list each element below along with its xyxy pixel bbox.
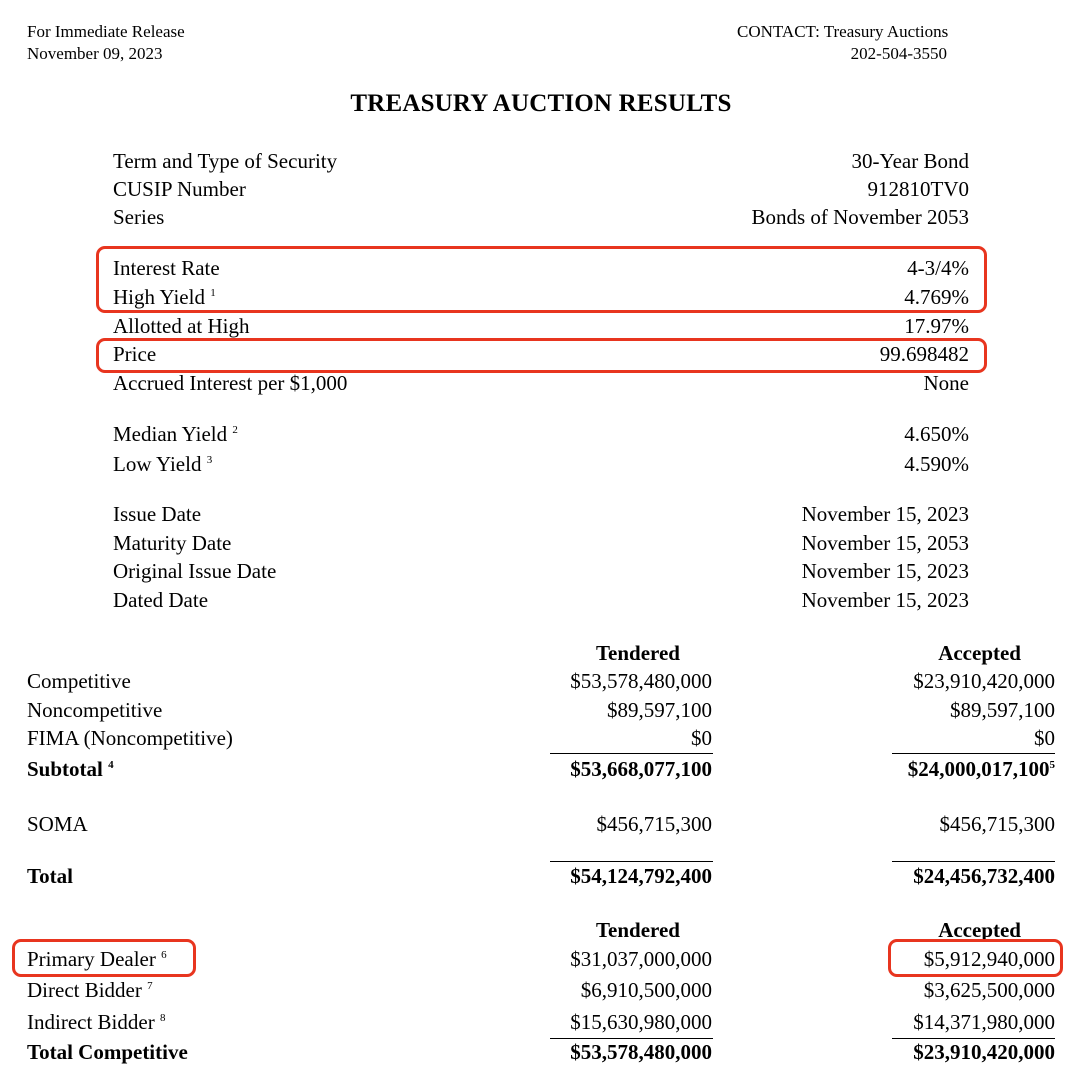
field-label: Low Yield $^3$	[113, 452, 213, 476]
accepted-value: $0	[1034, 726, 1055, 750]
field-value: November 15, 2023	[801, 559, 969, 583]
field-value: 99.698482	[879, 342, 969, 366]
row-label: Primary Dealer $^6$	[27, 947, 167, 971]
row-label: SOMA	[27, 812, 88, 836]
field-label: High Yield $^1$	[113, 285, 216, 309]
field-label: Term and Type of Security	[113, 149, 338, 173]
table1-header	[27, 639, 1055, 668]
tendered-value: $15,630,980,000	[570, 1010, 712, 1034]
row-label: Total	[27, 864, 73, 888]
footnote-marker: 7	[147, 980, 153, 992]
row-label: Subtotal $^4$	[27, 757, 114, 781]
table1-row-competitive	[27, 667, 1055, 696]
field-value: 4.650%	[904, 422, 969, 446]
col-header-accepted: Accepted	[938, 641, 1021, 665]
accepted-value: $5,912,940,000	[923, 947, 1055, 971]
tendered-value: $0	[691, 726, 712, 750]
field-value: 17.97%	[904, 314, 969, 338]
footnote-marker: 3	[206, 454, 213, 466]
table2-row-indirect-bidder	[27, 1008, 1055, 1037]
footnote-marker: 2	[232, 424, 238, 436]
footnote-marker: 5	[1049, 759, 1055, 771]
field-label: Interest Rate	[113, 256, 220, 280]
field-label: Issue Date	[113, 502, 202, 526]
field-value: 4.769%	[904, 285, 969, 309]
highlight-primary-dealer	[12, 939, 196, 977]
security-row-term	[113, 147, 969, 176]
row-label: Indirect Bidder $^8$	[27, 1010, 166, 1034]
field-label: Maturity Date	[113, 531, 232, 555]
field-value: Bonds of November 2053	[751, 205, 969, 229]
field-label: Median Yield $^2$	[113, 422, 238, 446]
row-label: Competitive	[27, 669, 131, 693]
highlight-price	[96, 338, 987, 373]
yield-row-median	[113, 420, 969, 449]
highlight-primary-dealer-accepted	[888, 939, 1063, 977]
accepted-value: $23,910,420,000	[913, 669, 1055, 693]
accepted-value: $456,715,300	[939, 812, 1055, 836]
field-value: November 15, 2023	[801, 588, 969, 612]
field-value: 30-Year Bond	[851, 149, 969, 173]
table2-row-direct-bidder	[27, 976, 1055, 1005]
row-label: FIMA (Noncompetitive)	[27, 726, 233, 750]
table1-row-total	[27, 862, 1055, 891]
date-row-maturity	[113, 529, 969, 558]
field-label: Series	[113, 205, 165, 229]
release-date: November 09, 2023	[27, 44, 163, 63]
tendered-value: $53,578,480,000	[570, 669, 712, 693]
tendered-value: $54,124,792,400	[570, 864, 712, 888]
footnote-marker: 4	[108, 759, 114, 771]
footnote-marker: 1	[210, 287, 216, 299]
accepted-value: $89,597,100	[950, 698, 1055, 722]
field-label: Price	[113, 342, 157, 366]
security-row-series	[113, 203, 969, 232]
field-value: November 15, 2023	[801, 502, 969, 526]
date-row-dated	[113, 586, 969, 615]
field-value: November 15, 2053	[801, 531, 969, 555]
security-row-cusip	[113, 175, 969, 204]
tendered-value: $53,578,480,000	[570, 1040, 712, 1064]
tendered-value: $89,597,100	[607, 698, 712, 722]
row-label: Direct Bidder $^7$	[27, 978, 153, 1002]
yield-row-low	[113, 450, 969, 479]
col-header-tendered: Tendered	[595, 641, 680, 665]
tendered-value: $31,037,000,000	[570, 947, 712, 971]
field-value: 912810TV0	[867, 177, 969, 201]
tendered-value: $456,715,300	[596, 812, 712, 836]
contact-info	[737, 21, 980, 65]
rate-row-allotted	[113, 312, 969, 341]
col-header-tendered: Tendered	[595, 918, 680, 942]
accepted-value: $14,371,980,000	[913, 1010, 1055, 1034]
field-label: CUSIP Number	[113, 177, 246, 201]
footnote-marker: 8	[159, 1012, 166, 1024]
accepted-value: $3,625,500,000	[923, 978, 1055, 1002]
field-value: 4-3/4%	[907, 256, 969, 280]
field-value: None	[923, 371, 969, 395]
release-label: For Immediate Release	[27, 22, 185, 41]
table1-row-noncompetitive	[27, 696, 1055, 725]
field-label: Dated Date	[113, 588, 209, 612]
subtotal-rule-tendered	[550, 753, 713, 754]
col-header-accepted: Accepted	[938, 918, 1021, 942]
accepted-value: $24,000,017,100$^5$	[907, 757, 1055, 781]
row-label: Noncompetitive	[27, 698, 163, 722]
date-row-issue	[113, 500, 969, 529]
accepted-value: $23,910,420,000	[913, 1040, 1055, 1064]
date-row-original-issue	[113, 557, 969, 586]
field-label: Accrued Interest per $1,000	[113, 371, 348, 395]
tendered-value: $53,668,077,100	[570, 757, 712, 781]
contact-label: CONTACT: Treasury Auctions	[737, 22, 949, 41]
field-value: 4.590%	[904, 452, 969, 476]
tendered-value: $6,910,500,000	[580, 978, 712, 1002]
subtotal-rule-accepted	[892, 753, 1055, 754]
table1-row-fima	[27, 724, 1055, 753]
page-title: TREASURY AUCTION RESULTS	[350, 90, 732, 117]
footnote-marker: 6	[161, 949, 167, 961]
table2-row-total-competitive	[27, 1038, 1055, 1067]
table1-row-subtotal	[27, 755, 1055, 784]
accepted-value: $24,456,732,400	[913, 864, 1055, 888]
highlight-interest-high-yield	[96, 246, 987, 313]
contact-phone: 202-504-3550	[850, 44, 947, 63]
field-label: Original Issue Date	[113, 559, 277, 583]
row-label: Total Competitive	[27, 1040, 188, 1064]
field-label: Allotted at High	[113, 314, 250, 338]
table1-row-soma	[27, 810, 1055, 839]
rate-row-accrued	[113, 369, 969, 398]
release-info	[27, 21, 185, 65]
